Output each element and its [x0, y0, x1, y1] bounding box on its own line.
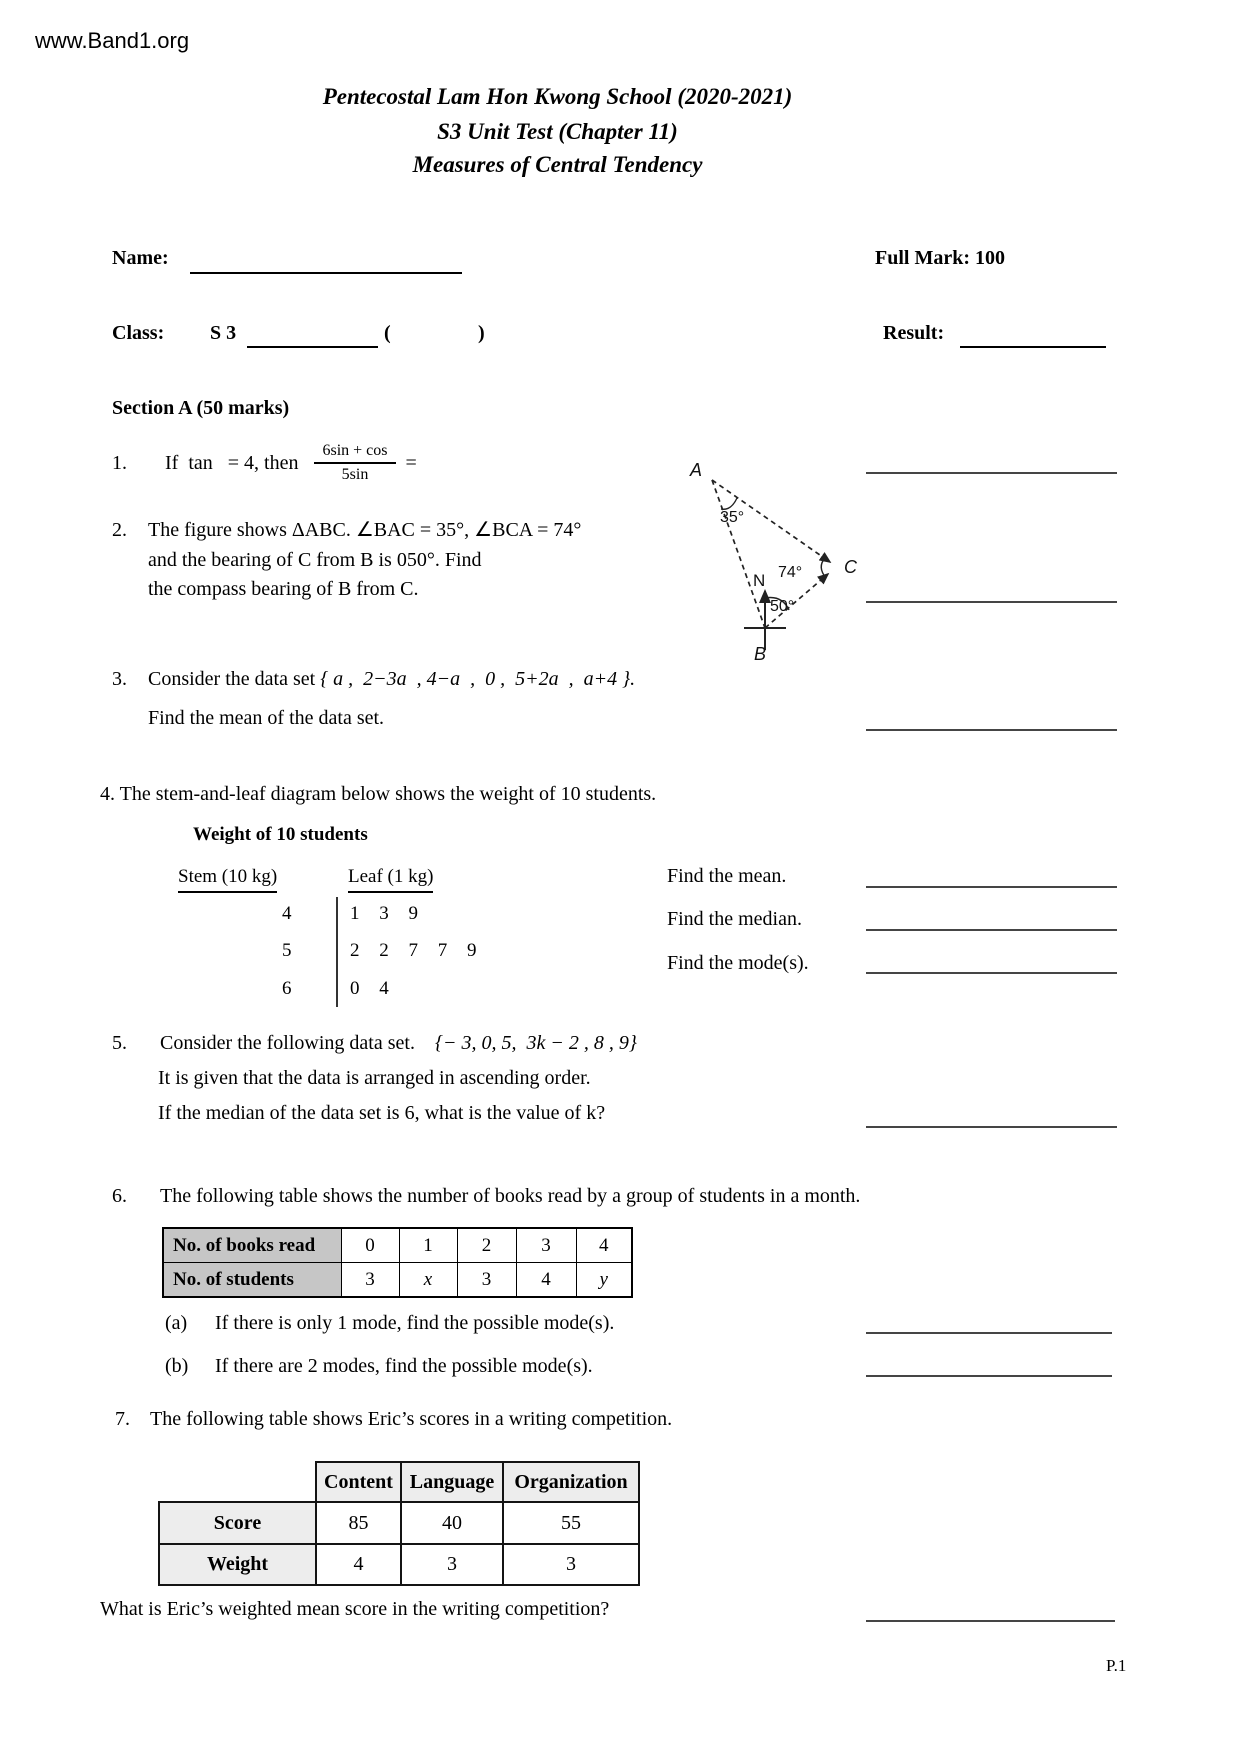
- q6-frequency-table: [162, 1227, 633, 1298]
- q2-bearing-figure: [668, 450, 883, 665]
- q6-part-a-label: (a): [165, 1312, 188, 1334]
- q6-part-b-answer-line: [866, 1375, 1112, 1377]
- q3-number: 3.: [112, 668, 127, 690]
- vertex-c-label: C: [844, 557, 857, 577]
- side-AB: [712, 480, 765, 628]
- arc-angle-c: [821, 558, 826, 578]
- q5-number: 5.: [112, 1032, 127, 1054]
- q5-line3: If the median of the data set is 6, what is the value of k?: [158, 1102, 606, 1124]
- q7-header-content: Content: [316, 1462, 401, 1502]
- school-title: Pentecostal Lam Hon Kwong School (2020-2021): [322, 84, 793, 109]
- stem-row-1: 4: [282, 903, 292, 924]
- q6-books-1: 1: [399, 1228, 457, 1263]
- q5-line2: It is given that the data is arranged in ascending order.: [158, 1067, 591, 1089]
- q7-weight-language: 3: [401, 1544, 503, 1585]
- q7-score-content: 85: [316, 1502, 401, 1544]
- angle-a-value: 35°: [720, 509, 745, 526]
- q1-number: 1.: [112, 451, 127, 474]
- north-label: N: [753, 571, 766, 590]
- q5-intro: Consider the following data set.: [160, 1032, 435, 1054]
- q1-fraction-numerator: 6sin + cos: [314, 442, 395, 464]
- q6-table-row-books: [163, 1228, 632, 1263]
- q6-students-3: 4: [516, 1263, 576, 1298]
- page-number: P.1: [1106, 1656, 1127, 1675]
- q5-answer-line: [866, 1126, 1117, 1128]
- q4-mode-answer-line: [866, 972, 1117, 974]
- q7-score-organization: 55: [503, 1502, 639, 1544]
- q1-equals: =: [405, 451, 417, 474]
- q5-line1: [160, 1032, 637, 1055]
- question-1: [112, 434, 417, 492]
- q7-score-row: [159, 1502, 639, 1544]
- vertex-b-label: B: [754, 644, 767, 664]
- angle-c-value: 74°: [778, 564, 803, 581]
- q7-score-language: 40: [401, 1502, 503, 1544]
- q6-students-4: y: [576, 1263, 632, 1298]
- q7-answer-line: [866, 1620, 1115, 1622]
- q3-line1: [148, 668, 635, 691]
- stem-header: Stem (10 kg): [178, 866, 277, 893]
- site-watermark: www.Band1.org: [35, 28, 190, 53]
- q4-task-mode: Find the mode(s).: [667, 952, 809, 974]
- q3-line2: Find the mean of the data set.: [148, 707, 385, 729]
- angle-b-value: 50°: [770, 598, 795, 615]
- q7-header-organization: Organization: [503, 1462, 639, 1502]
- q2-line2: and the bearing of C from B is 050°. Find: [148, 549, 482, 571]
- result-label: Result:: [883, 322, 945, 344]
- q2-line1: The figure shows ΔABC. ∠BAC = 35°, ∠BCA = 74°: [148, 519, 582, 541]
- q6-books-0: 0: [341, 1228, 399, 1263]
- class-label: Class:: [112, 322, 165, 344]
- q7-weight-label: Weight: [159, 1544, 316, 1585]
- q6-part-a: [165, 1312, 614, 1335]
- section-a-heading: Section A (50 marks): [112, 397, 290, 419]
- q6-table-row-students: [163, 1263, 632, 1298]
- q4-median-answer-line: [866, 929, 1117, 931]
- name-blank-line: [190, 272, 462, 274]
- q3-intro: Consider the data set: [148, 668, 321, 690]
- q7-score-label: Score: [159, 1502, 316, 1544]
- q2-line3: the compass bearing of B from C.: [148, 578, 419, 600]
- q6-books-4: 4: [576, 1228, 632, 1263]
- topic-title: Measures of Central Tendency: [412, 152, 703, 177]
- q6-intro: The following table shows the number of books read by a group of students in a month.: [160, 1185, 861, 1207]
- q1-text: If tan = 4, then: [165, 451, 299, 474]
- q6-students-0: 3: [341, 1263, 399, 1298]
- q6-row1-label: No. of books read: [163, 1228, 341, 1263]
- q7-header-language: Language: [401, 1462, 503, 1502]
- q2-answer-line: [866, 601, 1117, 603]
- leaf-header: Leaf (1 kg): [348, 866, 433, 893]
- q4-mean-answer-line: [866, 886, 1117, 888]
- q7-question: What is Eric’s weighted mean score in the writing competition?: [100, 1598, 610, 1620]
- q7-weight-organization: 3: [503, 1544, 639, 1585]
- stem-row-3: 6: [282, 978, 292, 999]
- q5-data-set: {− 3, 0, 5, 3k − 2 , 8 , 9}: [434, 1032, 637, 1054]
- q4-task-mean: Find the mean.: [667, 865, 787, 887]
- q6-books-2: 2: [457, 1228, 516, 1263]
- q7-weight-row: [159, 1544, 639, 1585]
- q6-part-a-answer-line: [866, 1332, 1112, 1334]
- q7-header-row: [315, 1461, 640, 1503]
- stem-row-2: 5: [282, 940, 292, 961]
- arc-angle-a: [721, 498, 737, 509]
- stemleaf-title: Weight of 10 students: [193, 824, 368, 845]
- q3-answer-line: [866, 729, 1117, 731]
- class-blank-line: [247, 346, 378, 348]
- class-paren-close: ): [478, 322, 485, 344]
- q6-row2-label: No. of students: [163, 1263, 341, 1298]
- q6-part-b-label: (b): [165, 1355, 189, 1377]
- q6-part-a-text: If there is only 1 mode, find the possible mode(s).: [215, 1312, 615, 1334]
- leaf-row-1: 1 3 9: [350, 903, 418, 924]
- class-value: S 3: [210, 322, 237, 344]
- result-blank-line: [960, 346, 1106, 348]
- q6-books-3: 3: [516, 1228, 576, 1263]
- q6-part-b-text: If there are 2 modes, find the possible mode(s).: [215, 1355, 593, 1377]
- q6-number: 6.: [112, 1185, 127, 1207]
- q3-data-set: { a , 2−3a , 4−a , 0 , 5+2a , a+4 }.: [320, 668, 636, 690]
- q2-number: 2.: [112, 519, 127, 541]
- q1-answer-line: [866, 472, 1117, 474]
- q6-students-2: 3: [457, 1263, 516, 1298]
- q7-weight-content: 4: [316, 1544, 401, 1585]
- test-title: S3 Unit Test (Chapter 11): [437, 119, 678, 144]
- leaf-row-2: 2 2 7 7 9: [350, 940, 477, 961]
- q6-students-1: x: [399, 1263, 457, 1298]
- q7-number: 7.: [115, 1408, 130, 1430]
- q7-intro: The following table shows Eric’s scores in a writing competition.: [150, 1408, 673, 1430]
- full-mark-label: Full Mark: 100: [875, 247, 1005, 269]
- q1-fraction: [314, 442, 395, 484]
- leaf-row-3: 0 4: [350, 978, 389, 999]
- q4-task-median: Find the median.: [667, 908, 802, 930]
- q6-part-b: [165, 1355, 593, 1378]
- name-label: Name:: [112, 247, 169, 269]
- q1-fraction-denominator: 5sin: [341, 466, 369, 483]
- class-paren-open: (: [384, 322, 391, 344]
- q7-score-table: [158, 1501, 640, 1586]
- q4-intro: 4. The stem-and-leaf diagram below shows the weight of 10 students.: [100, 783, 657, 805]
- stemleaf-divider: [336, 897, 338, 1007]
- vertex-a-label: A: [690, 460, 703, 480]
